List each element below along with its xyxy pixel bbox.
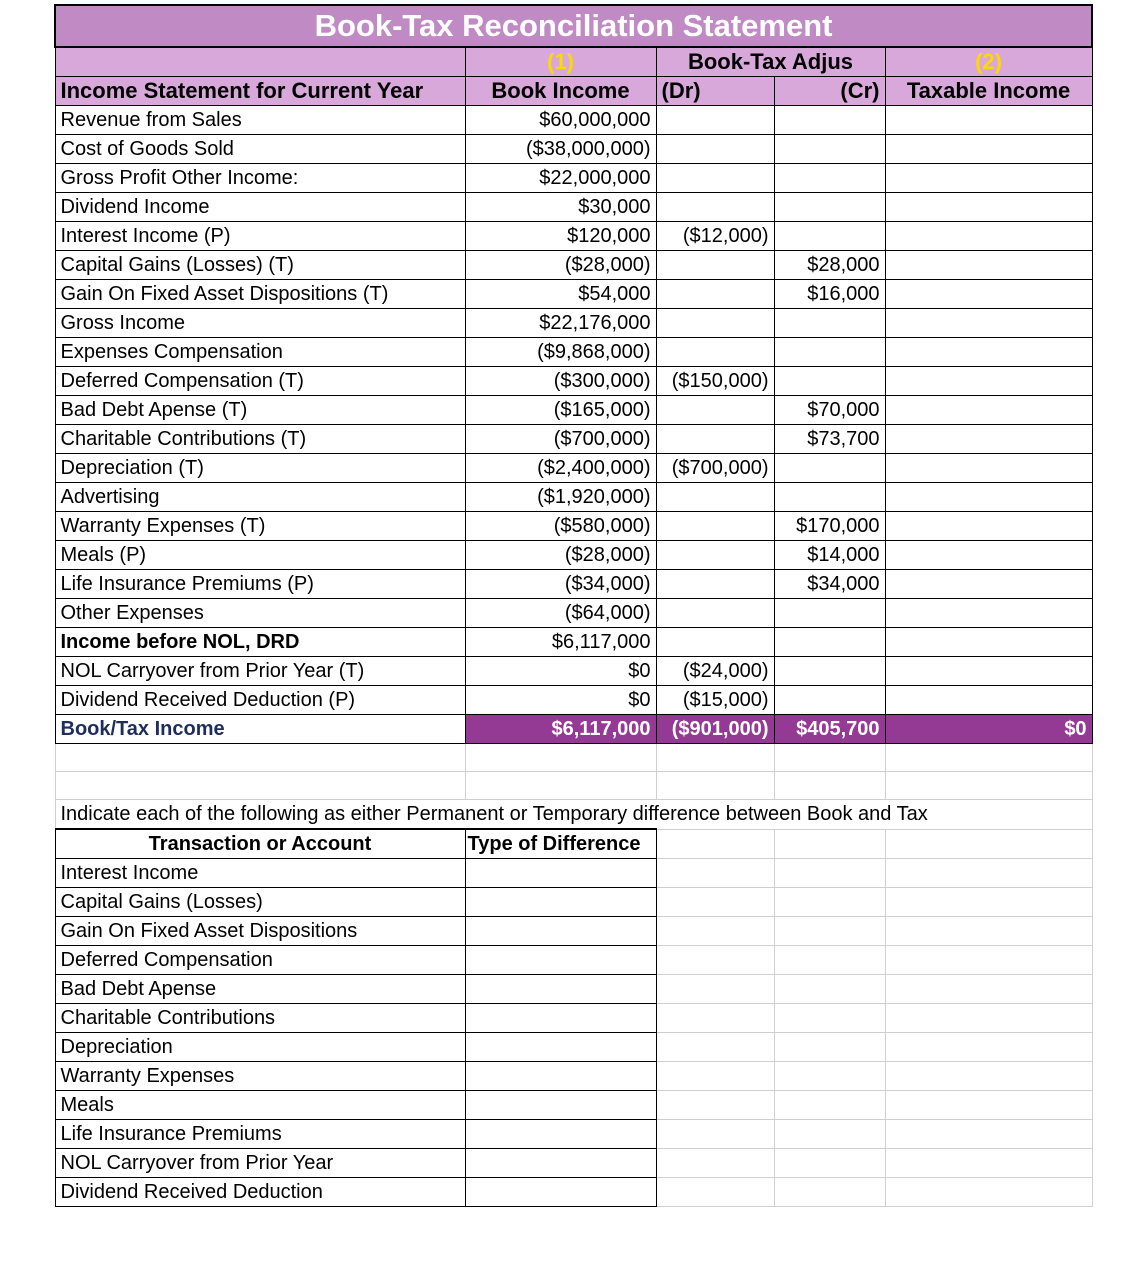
blank-cell[interactable] — [885, 917, 1092, 946]
book-income-cell[interactable]: ($165,000) — [465, 396, 656, 425]
difference-row — [55, 859, 1092, 888]
difference-row — [55, 1004, 1092, 1033]
total-taxable-income: $0 — [885, 715, 1092, 744]
debit-cell[interactable] — [656, 541, 774, 570]
table-row — [55, 483, 1092, 512]
blank-cell[interactable] — [885, 744, 1092, 772]
credit-cell[interactable] — [774, 686, 885, 715]
book-income-cell[interactable]: ($9,868,000) — [465, 338, 656, 367]
difference-row — [55, 1091, 1092, 1120]
book-income-cell[interactable]: $22,000,000 — [465, 164, 656, 193]
blank-cell[interactable] — [656, 975, 774, 1004]
blank-cell[interactable] — [885, 946, 1092, 975]
row-label: Interest Income (P) — [55, 222, 465, 251]
row-label: Gross Income — [55, 309, 465, 338]
table-row — [55, 280, 1092, 309]
table-row — [55, 164, 1092, 193]
difference-type-input[interactable] — [465, 1149, 656, 1178]
blank-cell[interactable] — [885, 975, 1092, 1004]
row-label: Revenue from Sales — [55, 106, 465, 135]
book-income-cell[interactable]: ($1,920,000) — [465, 483, 656, 512]
credit-cell[interactable] — [774, 628, 885, 657]
difference-type-input[interactable] — [465, 1120, 656, 1149]
book-income-cell[interactable]: ($580,000) — [465, 512, 656, 541]
taxable-income-cell[interactable] — [885, 193, 1092, 222]
taxable-income-cell[interactable] — [885, 309, 1092, 338]
difference-account: Charitable Contributions — [55, 1004, 465, 1033]
debit-cell[interactable]: ($15,000) — [656, 686, 774, 715]
blank-cell[interactable] — [465, 744, 656, 772]
blank-cell[interactable] — [774, 772, 885, 800]
table-row — [55, 454, 1092, 483]
row-label: Bad Debt Apense (T) — [55, 396, 465, 425]
blank-cell[interactable] — [774, 1149, 885, 1178]
taxable-income-cell[interactable] — [885, 541, 1092, 570]
blank-cell[interactable] — [774, 917, 885, 946]
credit-cell[interactable]: $170,000 — [774, 512, 885, 541]
taxable-income-header: Taxable Income — [885, 77, 1092, 106]
difference-row — [55, 946, 1092, 975]
debit-cell[interactable] — [656, 425, 774, 454]
blank-cell[interactable] — [885, 1178, 1092, 1207]
book-income-header: Book Income — [465, 77, 656, 106]
row-label: Meals (P) — [55, 541, 465, 570]
book-income-cell[interactable]: $60,000,000 — [465, 106, 656, 135]
taxable-income-cell[interactable] — [885, 686, 1092, 715]
credit-cell[interactable] — [774, 483, 885, 512]
table-row — [55, 338, 1092, 367]
blank-cell[interactable] — [656, 829, 774, 859]
book-income-cell[interactable]: $30,000 — [465, 193, 656, 222]
blank-row — [55, 772, 1092, 800]
row-label: Gain On Fixed Asset Dispositions (T) — [55, 280, 465, 309]
table-row — [55, 251, 1092, 280]
credit-cell[interactable]: $73,700 — [774, 425, 885, 454]
table-row — [55, 135, 1092, 164]
debit-cell[interactable] — [656, 512, 774, 541]
difference-type-input[interactable] — [465, 859, 656, 888]
table-row — [55, 309, 1092, 338]
difference-type-input[interactable] — [465, 1062, 656, 1091]
debit-cell[interactable] — [656, 193, 774, 222]
blank-cell[interactable] — [885, 829, 1092, 859]
table-row — [55, 222, 1092, 251]
book-income-cell[interactable]: ($2,400,000) — [465, 454, 656, 483]
difference-account: Capital Gains (Losses) — [55, 888, 465, 917]
row-label: Deferred Compensation (T) — [55, 367, 465, 396]
debit-cell[interactable] — [656, 251, 774, 280]
instruction-text: Indicate each of the following as either Permanent or Temporary difference between Book and Tax — [55, 800, 1092, 830]
row-label: Dividend Received Deduction (P) — [55, 686, 465, 715]
difference-row — [55, 1062, 1092, 1091]
taxable-income-cell[interactable] — [885, 599, 1092, 628]
difference-row — [55, 1178, 1092, 1207]
blank-cell[interactable] — [774, 859, 885, 888]
difference-account: Bad Debt Apense — [55, 975, 465, 1004]
difference-type-input[interactable] — [465, 1178, 656, 1207]
row-label: Capital Gains (Losses) (T) — [55, 251, 465, 280]
blank-cell[interactable] — [656, 859, 774, 888]
book-income-cell[interactable]: ($34,000) — [465, 570, 656, 599]
credit-header: (Cr) — [774, 77, 885, 106]
total-label: Book/Tax Income — [55, 715, 465, 744]
blank-cell[interactable] — [774, 1062, 885, 1091]
blank-cell[interactable] — [774, 1178, 885, 1207]
blank-cell[interactable] — [774, 1091, 885, 1120]
debit-cell[interactable] — [656, 164, 774, 193]
difference-row — [55, 917, 1092, 946]
difference-type-input[interactable] — [465, 975, 656, 1004]
taxable-income-cell[interactable] — [885, 106, 1092, 135]
total-debit: ($901,000) — [656, 715, 774, 744]
book-income-cell[interactable]: $0 — [465, 657, 656, 686]
blank-cell[interactable] — [885, 888, 1092, 917]
table-row — [55, 599, 1092, 628]
taxable-income-cell[interactable] — [885, 657, 1092, 686]
table-row — [55, 686, 1092, 715]
book-income-cell[interactable]: $120,000 — [465, 222, 656, 251]
credit-cell[interactable] — [774, 657, 885, 686]
debit-header: (Dr) — [656, 77, 774, 106]
credit-cell[interactable] — [774, 222, 885, 251]
blank-cell[interactable] — [656, 1062, 774, 1091]
row-label: Charitable Contributions (T) — [55, 425, 465, 454]
difference-row — [55, 1120, 1092, 1149]
blank-cell[interactable] — [774, 1004, 885, 1033]
total-row — [55, 715, 1092, 744]
difference-row — [55, 975, 1092, 1004]
difference-account: Meals — [55, 1091, 465, 1120]
row-label: Advertising — [55, 483, 465, 512]
book-income-cell[interactable]: $6,117,000 — [465, 628, 656, 657]
blank-cell[interactable] — [55, 772, 465, 800]
blank-cell[interactable] — [774, 1033, 885, 1062]
debit-cell[interactable] — [656, 599, 774, 628]
reconciliation-table — [54, 4, 1093, 1207]
total-book-income: $6,117,000 — [465, 715, 656, 744]
blank-cell[interactable] — [885, 1004, 1092, 1033]
sheet-title: Book-Tax Reconciliation Statement — [55, 5, 1092, 47]
difference-account: NOL Carryover from Prior Year — [55, 1149, 465, 1178]
taxable-income-cell[interactable] — [885, 570, 1092, 599]
row-label: Expenses Compensation — [55, 338, 465, 367]
book-income-cell[interactable]: $22,176,000 — [465, 309, 656, 338]
credit-cell[interactable] — [774, 106, 885, 135]
table-row — [55, 396, 1092, 425]
blank-cell[interactable] — [885, 1120, 1092, 1149]
debit-cell[interactable] — [656, 570, 774, 599]
difference-type-input[interactable] — [465, 1004, 656, 1033]
debit-cell[interactable] — [656, 338, 774, 367]
taxable-income-cell[interactable] — [885, 222, 1092, 251]
taxable-income-cell[interactable] — [885, 251, 1092, 280]
col2-number: (2) — [885, 47, 1092, 77]
difference-row — [55, 888, 1092, 917]
credit-cell[interactable]: $14,000 — [774, 541, 885, 570]
row-label: Warranty Expenses (T) — [55, 512, 465, 541]
row-label: Life Insurance Premiums (P) — [55, 570, 465, 599]
difference-type-input[interactable] — [465, 888, 656, 917]
blank-cell[interactable] — [885, 1149, 1092, 1178]
taxable-income-cell[interactable] — [885, 367, 1092, 396]
blank-cell[interactable] — [656, 1149, 774, 1178]
blank-cell[interactable] — [774, 888, 885, 917]
book-income-cell[interactable]: $0 — [465, 686, 656, 715]
table-row — [55, 367, 1092, 396]
row-label: Other Expenses — [55, 599, 465, 628]
book-income-cell[interactable]: ($300,000) — [465, 367, 656, 396]
debit-cell[interactable]: ($24,000) — [656, 657, 774, 686]
credit-cell[interactable]: $34,000 — [774, 570, 885, 599]
taxable-income-cell[interactable] — [885, 512, 1092, 541]
book-income-cell[interactable]: ($64,000) — [465, 599, 656, 628]
taxable-income-cell[interactable] — [885, 135, 1092, 164]
row-label: Depreciation (T) — [55, 454, 465, 483]
debit-cell[interactable]: ($12,000) — [656, 222, 774, 251]
debit-cell[interactable] — [656, 628, 774, 657]
table-row — [55, 193, 1092, 222]
taxable-income-cell[interactable] — [885, 164, 1092, 193]
credit-cell[interactable]: $16,000 — [774, 280, 885, 309]
blank-cell[interactable] — [656, 1004, 774, 1033]
difference-type-input[interactable] — [465, 1091, 656, 1120]
debit-cell[interactable] — [656, 396, 774, 425]
blank-row — [55, 744, 1092, 772]
blank-cell[interactable] — [55, 744, 465, 772]
type-of-difference-header: Type of Difference — [465, 829, 656, 859]
taxable-income-cell[interactable] — [885, 483, 1092, 512]
debit-cell[interactable] — [656, 135, 774, 164]
blank-cell[interactable] — [885, 859, 1092, 888]
difference-account: Life Insurance Premiums — [55, 1120, 465, 1149]
blank-cell[interactable] — [656, 1091, 774, 1120]
table-row — [55, 425, 1092, 454]
difference-account: Depreciation — [55, 1033, 465, 1062]
table-row — [55, 570, 1092, 599]
blank-cell[interactable] — [885, 1091, 1092, 1120]
credit-cell[interactable] — [774, 164, 885, 193]
taxable-income-cell[interactable] — [885, 280, 1092, 309]
blank-cell[interactable] — [656, 744, 774, 772]
blank-cell[interactable] — [656, 1120, 774, 1149]
blank-cell[interactable] — [885, 1033, 1092, 1062]
debit-cell[interactable]: ($150,000) — [656, 367, 774, 396]
blank-cell[interactable] — [656, 1178, 774, 1207]
difference-account: Deferred Compensation — [55, 946, 465, 975]
row-label: Cost of Goods Sold — [55, 135, 465, 164]
book-income-cell[interactable]: ($38,000,000) — [465, 135, 656, 164]
debit-cell[interactable] — [656, 106, 774, 135]
header-blank-cell — [55, 47, 465, 77]
book-tax-adjustments-header: Book-Tax Adjus — [656, 47, 885, 77]
table-row — [55, 512, 1092, 541]
transaction-account-header: Transaction or Account — [55, 829, 465, 859]
credit-cell[interactable]: $70,000 — [774, 396, 885, 425]
difference-row — [55, 1149, 1092, 1178]
credit-cell[interactable] — [774, 367, 885, 396]
blank-cell[interactable] — [656, 1033, 774, 1062]
blank-cell[interactable] — [774, 744, 885, 772]
debit-cell[interactable]: ($700,000) — [656, 454, 774, 483]
difference-row — [55, 1033, 1092, 1062]
row-label: Dividend Income — [55, 193, 465, 222]
difference-type-input[interactable] — [465, 946, 656, 975]
row-label: Income before NOL, DRD — [55, 628, 465, 657]
book-income-cell[interactable]: ($700,000) — [465, 425, 656, 454]
row-label: Gross Profit Other Income: — [55, 164, 465, 193]
blank-cell[interactable] — [656, 946, 774, 975]
blank-cell[interactable] — [656, 888, 774, 917]
difference-type-input[interactable] — [465, 1033, 656, 1062]
income-statement-header: Income Statement for Current Year — [55, 77, 465, 106]
debit-cell[interactable] — [656, 280, 774, 309]
taxable-income-cell[interactable] — [885, 396, 1092, 425]
row-label: NOL Carryover from Prior Year (T) — [55, 657, 465, 686]
table-row — [55, 106, 1092, 135]
taxable-income-cell[interactable] — [885, 338, 1092, 367]
blank-cell[interactable] — [774, 829, 885, 859]
book-income-cell[interactable]: ($28,000) — [465, 541, 656, 570]
difference-account: Warranty Expenses — [55, 1062, 465, 1091]
reconciliation-sheet — [54, 4, 1091, 1207]
debit-cell[interactable] — [656, 309, 774, 338]
taxable-income-cell[interactable] — [885, 425, 1092, 454]
difference-account: Gain On Fixed Asset Dispositions — [55, 917, 465, 946]
taxable-income-cell[interactable] — [885, 454, 1092, 483]
difference-account: Dividend Received Deduction — [55, 1178, 465, 1207]
book-income-cell[interactable]: ($28,000) — [465, 251, 656, 280]
table-row — [55, 628, 1092, 657]
blank-cell[interactable] — [885, 772, 1092, 800]
credit-cell[interactable] — [774, 135, 885, 164]
blank-cell[interactable] — [656, 772, 774, 800]
blank-cell[interactable] — [774, 946, 885, 975]
total-credit: $405,700 — [774, 715, 885, 744]
blank-cell[interactable] — [465, 772, 656, 800]
credit-cell[interactable] — [774, 599, 885, 628]
table-row — [55, 657, 1092, 686]
blank-cell[interactable] — [885, 1062, 1092, 1091]
debit-cell[interactable] — [656, 483, 774, 512]
credit-cell[interactable] — [774, 454, 885, 483]
difference-account: Interest Income — [55, 859, 465, 888]
taxable-income-cell[interactable] — [885, 628, 1092, 657]
credit-cell[interactable] — [774, 193, 885, 222]
credit-cell[interactable]: $28,000 — [774, 251, 885, 280]
credit-cell[interactable] — [774, 338, 885, 367]
table-row — [55, 541, 1092, 570]
book-income-cell[interactable]: $54,000 — [465, 280, 656, 309]
col1-number: (1) — [465, 47, 656, 77]
difference-type-input[interactable] — [465, 917, 656, 946]
blank-cell[interactable] — [656, 917, 774, 946]
credit-cell[interactable] — [774, 309, 885, 338]
blank-cell[interactable] — [774, 1120, 885, 1149]
blank-cell[interactable] — [774, 975, 885, 1004]
